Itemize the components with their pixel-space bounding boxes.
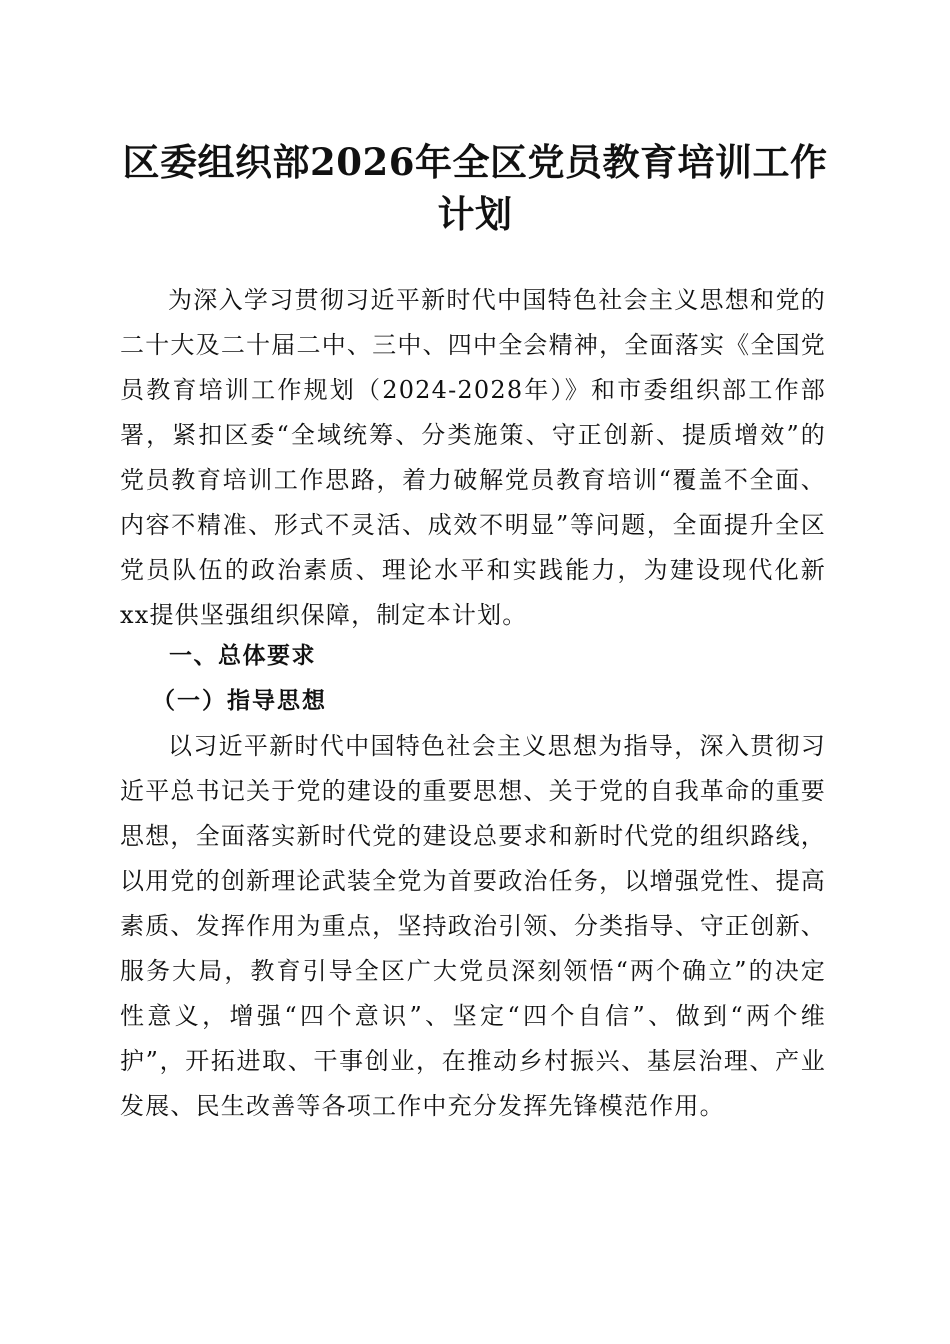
intro-paragraph: 为深入学习贯彻习近平新时代中国特色社会主义思想和党的二十大及二十届二中、三中、四中全会精神，全面落实《全国党员教育培训工作规划（2024-2028年）》和市委组织部工作部署，紧扣区委“全域统筹、分类施策、守正创新、提质增效”的党员教育培训工作思路，着力破解党员教育培训“覆盖不全面、内容不精准、形式不灵活、成效不明显”等问题，全面提升全区党员队伍的政治素质、理论水平和实践能力，为建设现代化新xx提供坚强组织保障，制定本计划。 (120, 286, 826, 629)
document-title: 区委组织部2026年全区党员教育培训工作计划 (122, 140, 828, 236)
section-heading-general-requirements: 一、总体要求 (169, 643, 316, 669)
guiding-ideology-paragraph: 以习近平新时代中国特色社会主义思想为指导，深入贯彻习近平总书记关于党的建设的重要思想、关于党的自我革命的重要思想，全面落实新时代党的建设总要求和新时代党的组织路线，以用党的创新理论武装全党为首要政治任务，以增强党性、提高素质、发挥作用为重点，坚持政治引领、分类指导、守正创新、服务大局，教育引导全区广大党员深刻领悟“两个确立”的决定性意义，增强“四个意识”、坚定“四个自信”、做到“两个维护”，开拓进取、干事创业，在推动乡村振兴、基层治理、产业发展、民生改善等各项工作中充分发挥先锋模范作用。 (120, 732, 826, 1120)
subsection-heading-guiding-ideology: （一）指导思想 (152, 688, 327, 714)
